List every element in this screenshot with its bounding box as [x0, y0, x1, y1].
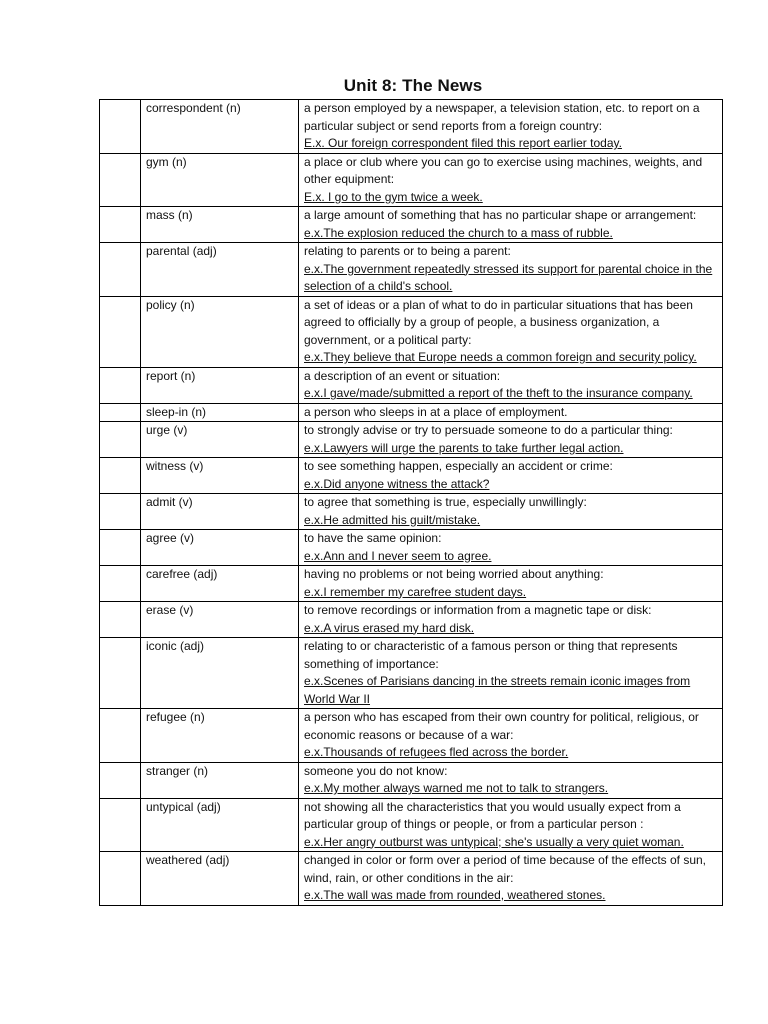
- definition-text: having no problems or not being worried about anything:: [304, 567, 604, 581]
- index-cell: [100, 458, 141, 494]
- table-row: [100, 207, 723, 243]
- definition-text: to strongly advise or try to persuade someone to do a particular thing:: [304, 423, 673, 437]
- index-cell: [100, 296, 141, 367]
- example-text: e.x.Scenes of Parisians dancing in the streets remain iconic images from World War II: [304, 674, 691, 706]
- word-cell: mass (n): [141, 207, 299, 243]
- table-row: [100, 458, 723, 494]
- word-cell: weathered (adj): [141, 852, 299, 906]
- table-row: [100, 100, 723, 154]
- index-cell: [100, 709, 141, 763]
- index-cell: [100, 100, 141, 154]
- index-cell: [100, 530, 141, 566]
- index-cell: [100, 422, 141, 458]
- word-cell: agree (v): [141, 530, 299, 566]
- example-text: e.x.The wall was made from rounded, weathered stones.: [304, 888, 606, 902]
- page-title: Unit 8: The News: [343, 76, 483, 95]
- definition-cell: [299, 852, 723, 906]
- table-row: [100, 243, 723, 297]
- index-cell: [100, 207, 141, 243]
- example-text: e.x.A virus erased my hard disk.: [304, 620, 475, 635]
- example-text: e.x.He admitted his guilt/mistake.: [304, 512, 481, 527]
- index-cell: [100, 494, 141, 530]
- definition-cell: [299, 638, 723, 709]
- table-row: [100, 422, 723, 458]
- example-text: e.x.Her angry outburst was untypical; she's usually a very quiet woman.: [304, 834, 684, 849]
- example-text: e.x.The explosion reduced the church to a mass of rubble.: [304, 225, 613, 240]
- example-text: e.x.My mother always warned me not to talk to strangers.: [304, 781, 609, 795]
- word-cell: refugee (n): [141, 709, 299, 763]
- table-row: [100, 798, 723, 852]
- definition-text: to agree that something is true, especially unwillingly:: [304, 495, 587, 509]
- word-cell: gym (n): [141, 153, 299, 207]
- definition-cell: [299, 602, 723, 638]
- word-cell: erase (v): [141, 602, 299, 638]
- example-text: e.x.They believe that Europe needs a common foreign and security policy.: [304, 350, 697, 364]
- definition-cell: [299, 762, 723, 798]
- definition-cell: [299, 296, 723, 367]
- example-text: e.x.Did anyone witness the attack?: [304, 476, 490, 491]
- definition-text: relating to parents or to being a parent:: [304, 244, 511, 258]
- index-cell: [100, 566, 141, 602]
- definition-text: a place or club where you can go to exercise using machines, weights, and other equipment:: [304, 154, 703, 186]
- definition-text: a description of an event or situation:: [304, 368, 501, 383]
- table-row: [100, 638, 723, 709]
- vocabulary-table: [99, 99, 723, 906]
- definition-text: a set of ideas or a plan of what to do in particular situations that has been agreed to officially by a group of people, a business organization, a government, or a political party:: [304, 297, 693, 347]
- definition-text: a large amount of something that has no particular shape or arrangement:: [304, 208, 697, 222]
- table-row: [100, 566, 723, 602]
- index-cell: [100, 638, 141, 709]
- definition-text: a person employed by a newspaper, a television station, etc. to report on a particular subject or send reports from a foreign country:: [304, 101, 700, 133]
- definition-cell: [299, 207, 723, 243]
- index-cell: [100, 762, 141, 798]
- word-cell: untypical (adj): [141, 798, 299, 852]
- definition-cell: [299, 100, 723, 154]
- word-cell: witness (v): [141, 458, 299, 494]
- index-cell: [100, 852, 141, 906]
- word-cell: iconic (adj): [141, 638, 299, 709]
- example-text: E.x. I go to the gym twice a week.: [304, 189, 483, 204]
- word-cell: report (n): [141, 367, 299, 403]
- table-row: [100, 403, 723, 422]
- table-row: [100, 530, 723, 566]
- word-cell: correspondent (n): [141, 100, 299, 154]
- definition-text: relating to or characteristic of a famous person or thing that represents something of importance:: [304, 639, 678, 671]
- definition-cell: [299, 798, 723, 852]
- definition-cell: [299, 458, 723, 494]
- table-row: [100, 367, 723, 403]
- definition-text: someone you do not know:: [304, 763, 448, 778]
- table-row: [100, 296, 723, 367]
- example-text: E.x. Our foreign correspondent filed this report earlier today.: [304, 136, 622, 150]
- word-cell: carefree (adj): [141, 566, 299, 602]
- example-text: e.x.The government repeatedly stressed its support for parental choice in the selection of a child's school.: [304, 261, 713, 293]
- definition-text: to remove recordings or information from a magnetic tape or disk:: [304, 603, 652, 617]
- table-row: [100, 153, 723, 207]
- definition-text: a person who has escaped from their own country for political, religious, or economic reasons or because of a war:: [304, 710, 699, 742]
- example-text: e.x.Lawyers will urge the parents to take further legal action.: [304, 440, 624, 455]
- word-cell: policy (n): [141, 296, 299, 367]
- definition-cell: [299, 422, 723, 458]
- table-row: [100, 602, 723, 638]
- definition-cell: [299, 494, 723, 530]
- definition-cell: [299, 243, 723, 297]
- index-cell: [100, 153, 141, 207]
- example-text: e.x.I remember my carefree student days.: [304, 584, 527, 599]
- definition-cell: [299, 403, 723, 422]
- index-cell: [100, 403, 141, 422]
- definition-text: to have the same opinion:: [304, 531, 442, 545]
- example-text: e.x.I gave/made/submitted a report of the theft to the insurance company.: [304, 386, 693, 400]
- index-cell: [100, 798, 141, 852]
- table-row: [100, 762, 723, 798]
- index-cell: [100, 367, 141, 403]
- definition-cell: [299, 153, 723, 207]
- definition-text: not showing all the characteristics that you would usually expect from a particular group of things or people, or from a particular person :: [304, 799, 681, 831]
- word-cell: urge (v): [141, 422, 299, 458]
- table-row: [100, 494, 723, 530]
- definition-cell: [299, 709, 723, 763]
- word-cell: admit (v): [141, 494, 299, 530]
- index-cell: [100, 602, 141, 638]
- word-cell: parental (adj): [141, 243, 299, 297]
- table-row: [100, 852, 723, 906]
- definition-cell: [299, 367, 723, 403]
- example-text: e.x.Ann and I never seem to agree.: [304, 548, 492, 563]
- table-row: [100, 709, 723, 763]
- definition-cell: [299, 530, 723, 566]
- definition-text: changed in color or form over a period of time because of the effects of sun, wind, rain, or other conditions in the air:: [304, 853, 707, 885]
- example-text: e.x.Thousands of refugees fled across the border.: [304, 745, 569, 759]
- definition-text: a person who sleeps in at a place of employment.: [304, 404, 568, 419]
- index-cell: [100, 243, 141, 297]
- definition-text: to see something happen, especially an accident or crime:: [304, 459, 613, 473]
- word-cell: sleep-in (n): [141, 403, 299, 422]
- definition-cell: [299, 566, 723, 602]
- word-cell: stranger (n): [141, 762, 299, 798]
